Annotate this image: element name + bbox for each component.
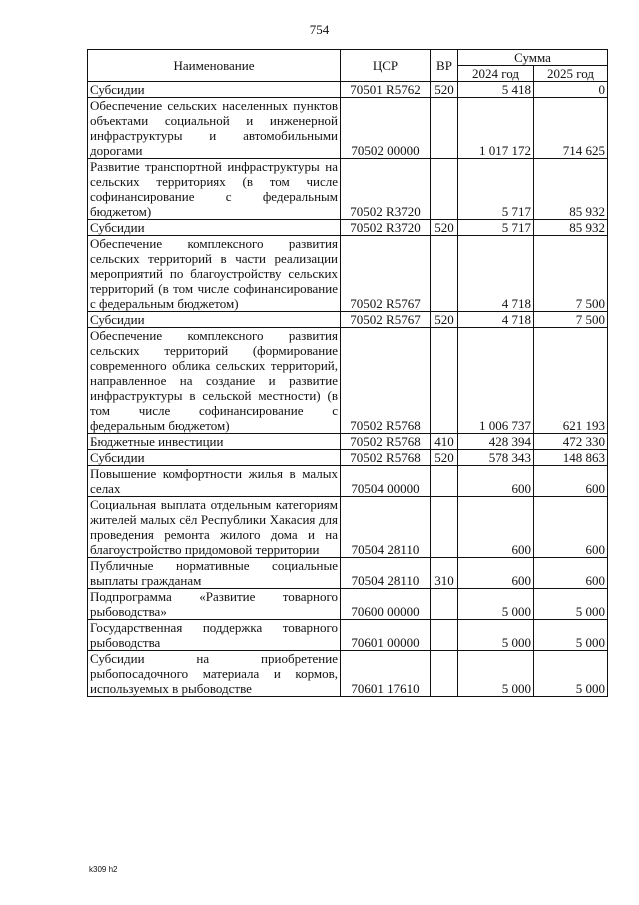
- table-row: [88, 312, 608, 328]
- row-sum-2024: 5 717: [458, 220, 534, 236]
- table-row: [88, 466, 608, 497]
- row-sum-2024: 578 343: [458, 450, 534, 466]
- row-name: Субсидии: [88, 220, 341, 236]
- row-name: Субсидии на приобретение рыбопосадочного материала и кормов, используемых в рыбоводстве: [88, 651, 341, 697]
- row-name: Государственная поддержка товарного рыбоводства: [88, 620, 341, 651]
- row-sum-2024: 600: [458, 497, 534, 558]
- header-vr: ВР: [431, 50, 458, 82]
- row-name: Обеспечение комплексного развития сельских территорий (формирование современного облика сельских территорий, направленное на создание и развитие инфраструктуры в сельской местности) (в том числе софинансирование с федеральным бюджетом): [88, 328, 341, 434]
- row-name: Субсидии: [88, 450, 341, 466]
- row-sum-2025: 472 330: [534, 434, 608, 450]
- table-row: [88, 328, 608, 434]
- table-row: [88, 497, 608, 558]
- row-csr: 70601 00000: [341, 620, 431, 651]
- row-sum-2025: 7 500: [534, 236, 608, 312]
- table-row: [88, 589, 608, 620]
- row-sum-2024: 600: [458, 466, 534, 497]
- table-row: [88, 236, 608, 312]
- row-csr: 70601 17610: [341, 651, 431, 697]
- row-vr: [431, 159, 458, 220]
- row-csr: 70502 R3720: [341, 159, 431, 220]
- header-sum: Сумма: [458, 50, 608, 66]
- row-sum-2024: 5 717: [458, 159, 534, 220]
- table-row: [88, 450, 608, 466]
- table-row: [88, 651, 608, 697]
- row-vr: [431, 651, 458, 697]
- row-sum-2024: 5 000: [458, 651, 534, 697]
- row-sum-2025: 5 000: [534, 589, 608, 620]
- row-vr: 520: [431, 82, 458, 98]
- row-name: Повышение комфортности жилья в малых селах: [88, 466, 341, 497]
- row-csr: 70600 00000: [341, 589, 431, 620]
- row-name: Подпрограмма «Развитие товарного рыбоводства»: [88, 589, 341, 620]
- row-sum-2025: 714 625: [534, 98, 608, 159]
- row-csr: 70502 R3720: [341, 220, 431, 236]
- row-sum-2024: 5 000: [458, 620, 534, 651]
- row-csr: 70502 R5768: [341, 450, 431, 466]
- row-csr: 70504 00000: [341, 466, 431, 497]
- row-name: Субсидии: [88, 82, 341, 98]
- row-vr: [431, 497, 458, 558]
- table-row: [88, 159, 608, 220]
- row-sum-2024: 4 718: [458, 236, 534, 312]
- row-sum-2024: 5 000: [458, 589, 534, 620]
- table-row: [88, 220, 608, 236]
- row-vr: [431, 620, 458, 651]
- row-sum-2025: 85 932: [534, 220, 608, 236]
- row-sum-2025: 7 500: [534, 312, 608, 328]
- row-name: Обеспечение сельских населенных пунктов объектами социальной и инженерной инфраструктуры и автомобильными дорогами: [88, 98, 341, 159]
- row-sum-2025: 148 863: [534, 450, 608, 466]
- row-sum-2025: 0: [534, 82, 608, 98]
- table-row: [88, 434, 608, 450]
- row-sum-2024: 1 006 737: [458, 328, 534, 434]
- row-vr: 310: [431, 558, 458, 589]
- row-sum-2024: 1 017 172: [458, 98, 534, 159]
- row-csr: 70502 R5767: [341, 312, 431, 328]
- row-vr: 520: [431, 312, 458, 328]
- row-vr: [431, 328, 458, 434]
- footer-code: k309 h2: [89, 865, 118, 874]
- row-sum-2025: 85 932: [534, 159, 608, 220]
- table-row: [88, 558, 608, 589]
- row-csr: 70504 28110: [341, 497, 431, 558]
- row-vr: 520: [431, 220, 458, 236]
- header-2024: 2024 год: [458, 66, 534, 82]
- row-sum-2025: 600: [534, 497, 608, 558]
- row-csr: 70502 R5767: [341, 236, 431, 312]
- header-2025: 2025 год: [534, 66, 608, 82]
- row-name: Развитие транспортной инфраструктуры на сельских территориях (в том числе софинансирование с федеральным бюджетом): [88, 159, 341, 220]
- row-vr: [431, 466, 458, 497]
- row-sum-2025: 600: [534, 466, 608, 497]
- row-csr: 70502 R5768: [341, 434, 431, 450]
- row-vr: [431, 589, 458, 620]
- row-csr: 70501 R5762: [341, 82, 431, 98]
- row-sum-2025: 600: [534, 558, 608, 589]
- row-csr: 70502 R5768: [341, 328, 431, 434]
- row-name: Обеспечение комплексного развития сельских территорий в части реализации мероприятий по благоустройству сельских территорий (в том числе софинансирование с федеральным бюджетом): [88, 236, 341, 312]
- row-sum-2025: 621 193: [534, 328, 608, 434]
- table-row: [88, 620, 608, 651]
- row-sum-2024: 600: [458, 558, 534, 589]
- row-vr: [431, 98, 458, 159]
- row-sum-2025: 5 000: [534, 651, 608, 697]
- table-row: [88, 82, 608, 98]
- row-csr: 70502 00000: [341, 98, 431, 159]
- header-csr: ЦСР: [341, 50, 431, 82]
- row-name: Бюджетные инвестиции: [88, 434, 341, 450]
- table-row: [88, 98, 608, 159]
- row-sum-2024: 4 718: [458, 312, 534, 328]
- row-vr: 410: [431, 434, 458, 450]
- budget-table: [87, 49, 608, 697]
- page-number: 754: [309, 22, 330, 37]
- row-sum-2025: 5 000: [534, 620, 608, 651]
- row-vr: [431, 236, 458, 312]
- row-sum-2024: 5 418: [458, 82, 534, 98]
- row-name: Публичные нормативные социальные выплаты гражданам: [88, 558, 341, 589]
- row-name: Социальная выплата отдельным категориям жителей малых сёл Республики Хакасия для проведения ремонта жилого дома и на благоустройство придомовой территории: [88, 497, 341, 558]
- row-name: Субсидии: [88, 312, 341, 328]
- header-name: Наименование: [88, 50, 341, 82]
- row-sum-2024: 428 394: [458, 434, 534, 450]
- row-vr: 520: [431, 450, 458, 466]
- row-csr: 70504 28110: [341, 558, 431, 589]
